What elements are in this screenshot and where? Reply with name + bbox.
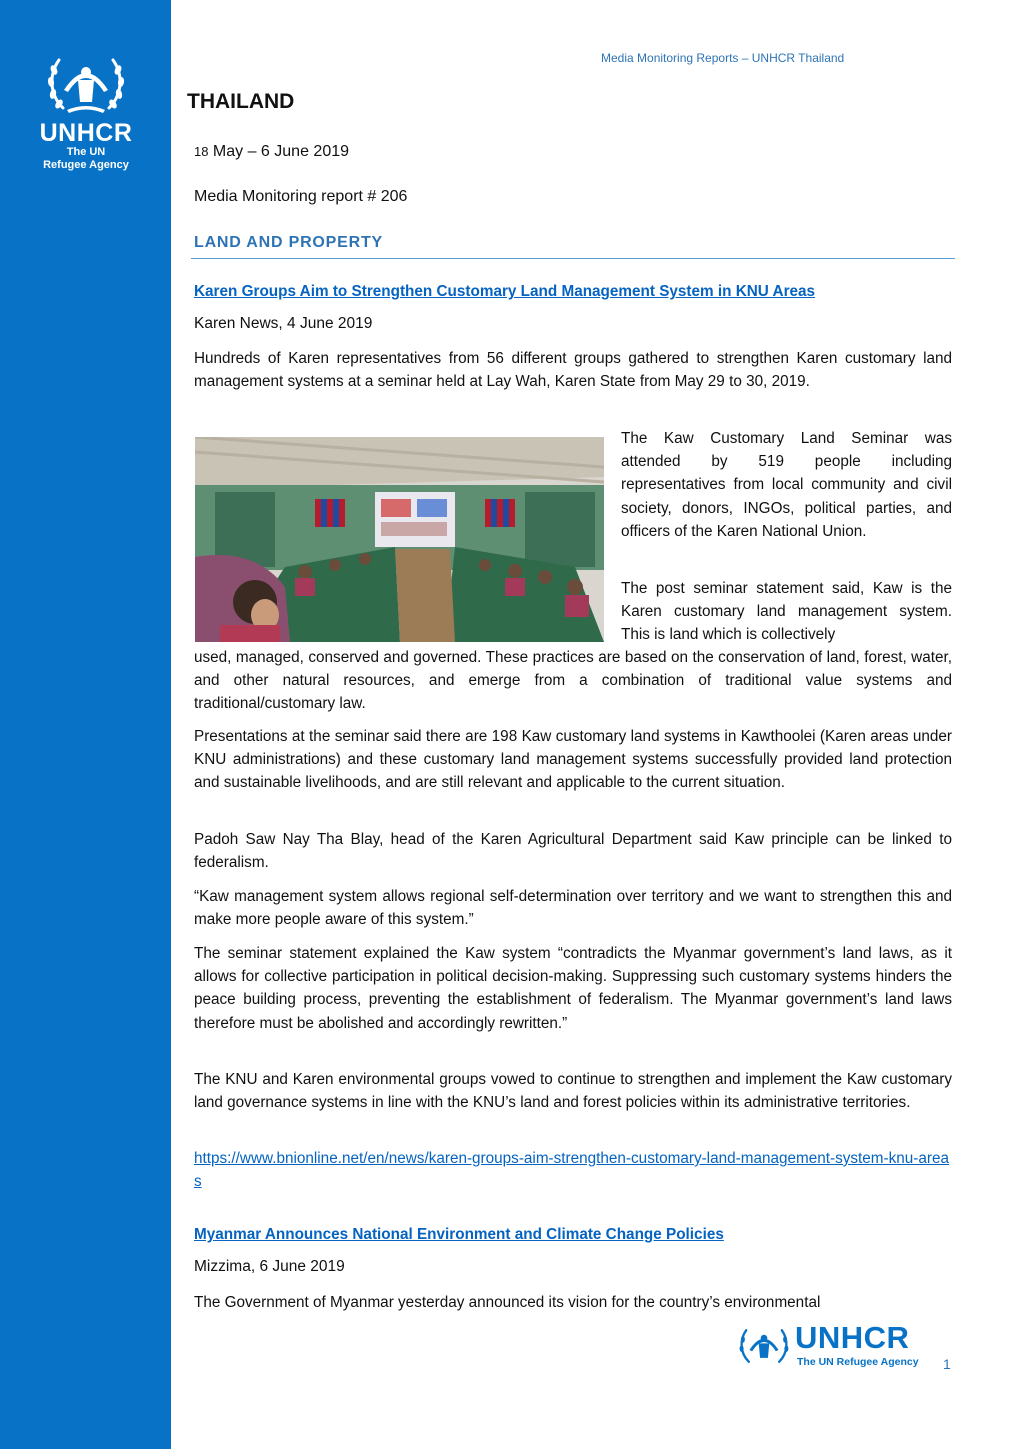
article-1-source-url[interactable]: https://www.bnionline.net/en/news/karen-groups-aim-strengthen-customary-land-management-system-knu-areas [194, 1150, 949, 1190]
footer-logo-tagline: The UN Refugee Agency [797, 1356, 919, 1368]
article-1-paragraph-2: The Kaw Customary Land Seminar was attended by 519 people including representatives from local community and civil society, donors, INGOs, political parties, and officers of the Karen National Union. [621, 430, 952, 540]
article-1-paragraph-6: “Kaw management system allows regional self-determination over territory and we want to strengthen this and make more people aware of this system.” [194, 888, 952, 929]
article-1-paragraph-3a: The post seminar statement said, Kaw is the Karen customary land management system. This is land which is collectively [621, 580, 952, 644]
article-1-paragraph-8: The KNU and Karen environmental groups vowed to continue to strengthen and implement the Kaw customary land governance systems in line with the KNU’s land and forest policies within its administrative territories. [194, 1071, 952, 1112]
sidebar-logo-text: UNHCR [39, 119, 133, 147]
date-day: 18 [194, 144, 209, 159]
unhcr-footer-logo [737, 1320, 927, 1372]
article-2-headline-link[interactable]: Myanmar Announces National Environment and Climate Change Policies [194, 1226, 724, 1243]
section-heading: LAND AND PROPERTY [194, 234, 384, 251]
footer-logo-text: UNHCR [795, 1320, 910, 1355]
article-1-paragraph-7: The seminar statement explained the Kaw system “contradicts the Myanmar government’s land laws, as it allows for collective participation in political decision-making. Suppressing such customary systems hinders the peace building process, preventing the establishment of federalism. The Myanmar government’s land laws therefore must be abolished and accordingly rewritten.” [194, 945, 952, 1032]
article-1-paragraph-4: Presentations at the seminar said there are 198 Kaw customary land systems in Kawthoolei (Karen areas under KNU administrations) and these customary land management systems successfully provided land protection and sustainable livelihoods, and are still relevant and applicable to the current situation. [194, 728, 952, 792]
page-number: 1 [943, 1356, 951, 1372]
unhcr-emblem-icon [45, 50, 127, 118]
sidebar-logo-tagline-1: The UN [66, 146, 106, 158]
section-divider [191, 258, 955, 259]
article-1-headline-link[interactable]: Karen Groups Aim to Strengthen Customary Land Management System in KNU Areas [194, 283, 816, 300]
article-2-source: Mizzima, 6 June 2019 [194, 1258, 345, 1275]
article-1-paragraph-3b: used, managed, conserved and governed. These practices are based on the conservation of land, forest, water, and other natural resources, and emerge from a combination of traditional value systems and traditional/customary law. [194, 649, 952, 713]
article-1-paragraph-5: Padoh Saw Nay Tha Blay, head of the Karen Agricultural Department said Kaw principle can be linked to federalism. [194, 831, 952, 872]
article-1-paragraph-1: Hundreds of Karen representatives from 56 different groups gathered to strengthen Karen customary land management systems at a seminar held at Lay Wah, Karen State from May 29 to 30, 2019. [194, 350, 952, 391]
report-number: Media Monitoring report # 206 [194, 188, 408, 205]
page-title: THAILAND [187, 90, 295, 113]
article-1-source: Karen News, 4 June 2019 [194, 315, 373, 332]
sidebar [0, 0, 171, 1449]
article-2-paragraph-1: The Government of Myanmar yesterday announced its vision for the country’s environmental [194, 1294, 821, 1311]
seminar-photo [195, 437, 604, 642]
unhcr-sidebar-logo [32, 50, 140, 172]
header-note: Media Monitoring Reports – UNHCR Thailand [601, 51, 845, 65]
unhcr-footer-emblem-icon [737, 1322, 791, 1370]
date-range [194, 143, 349, 161]
seminar-photo-image [195, 437, 604, 642]
sidebar-logo-tagline-2: Refugee Agency [43, 159, 129, 171]
date-rest: May – 6 June 2019 [208, 143, 350, 160]
